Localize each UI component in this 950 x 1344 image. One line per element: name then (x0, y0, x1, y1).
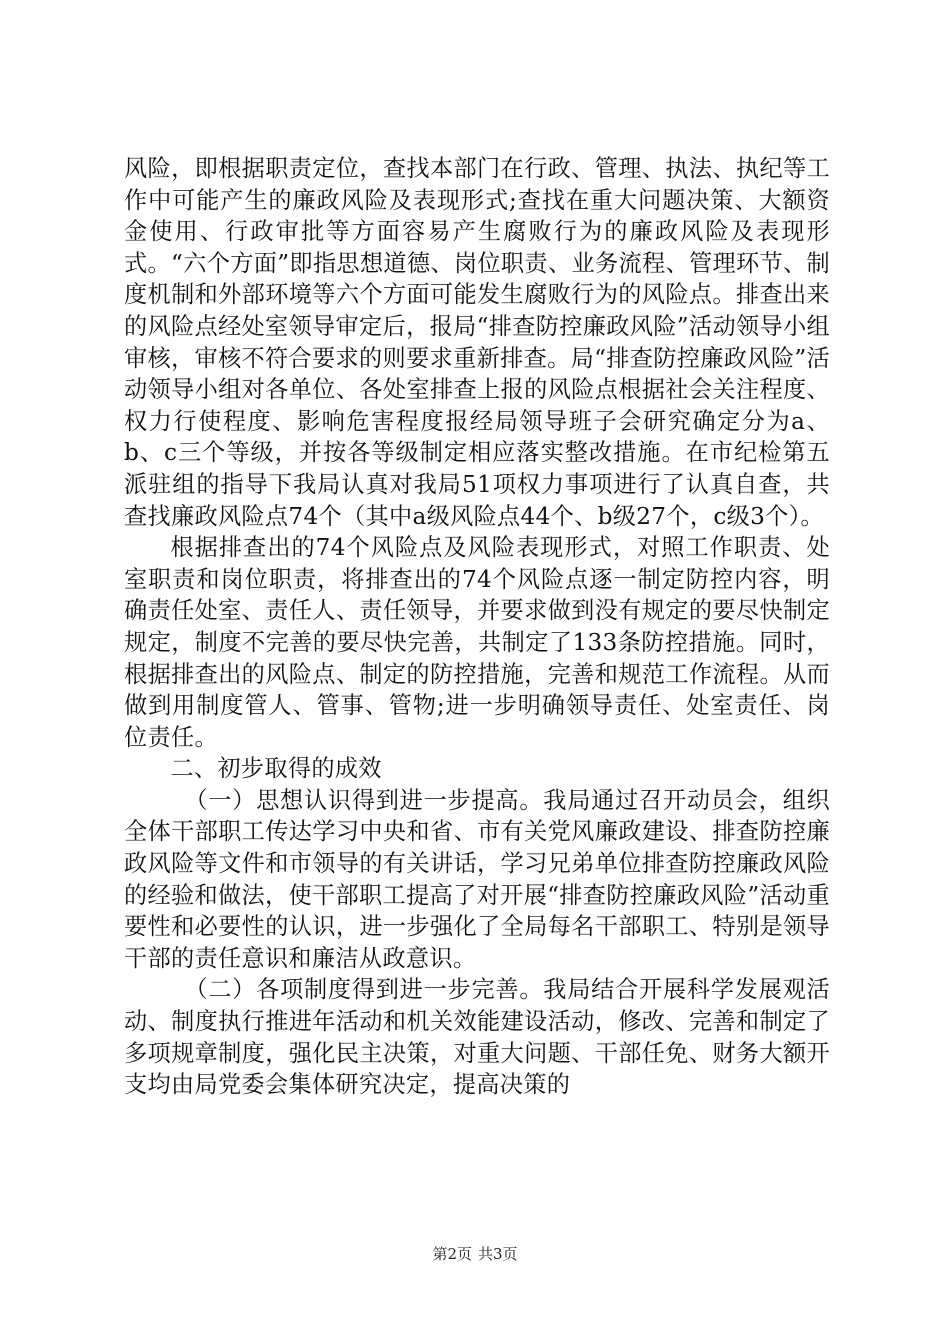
page-number: 第2页 (432, 1245, 472, 1263)
paragraph-control-measures: 根据排查出的74个风险点及风险表现形式，对照工作职责、处室职责和岗位职责，将排查出的74个风险点逐一制定防控内容，明确责任处室、责任人、责任领导，并要求做到没有规定的要尽快制定规定，制度不完善的要尽快完善，共制定了133条防控措施。同时，根据排查出的风险点、制定的防控措施，完善和规范工作流程。从而做到用制度管人、管事、管物;进一步明确领导责任、处室责任、岗位责任。 (124, 534, 830, 751)
paragraph-systems-improved: （二）各项制度得到进一步完善。我局结合开展科学发展观活动、制度执行推进年活动和机关效能建设活动，修改、完善和制定了多项规章制度，强化民主决策，对重大问题、干部任免、财务大额开支均由局党委会集体研究决定，提高决策的 (124, 976, 830, 1099)
section-heading-results: 二、初步取得的成效 (170, 755, 382, 783)
page-total: 共3页 (478, 1245, 518, 1263)
document-body (124, 153, 830, 1101)
paragraph-awareness-improved: （一）思想认识得到进一步提高。我局通过召开动员会，组织全体干部职工传达学习中央和省、市有关党风廉政建设、排查防控廉政风险等文件和市领导的有关讲话，学习兄弟单位排查防控廉政风险的经验和做法，使干部职工提高了对开展“排查防控廉政风险”活动重要性和必要性的认识，进一步强化了全局每名干部职工、特别是领导干部的责任意识和廉洁从政意识。 (124, 786, 830, 972)
page-footer (0, 1244, 950, 1264)
paragraph-risk-investigation: 风险，即根据职责定位，查找本部门在行政、管理、执法、执纪等工作中可能产生的廉政风险及表现形式;查找在重大问题决策、大额资金使用、行政审批等方面容易产生腐败行为的廉政风险及表现形式。“六个方面”即指思想道德、岗位职责、业务流程、管理环节、制度机制和外部环境等六个方面可能发生腐败行为的风险点。排查出来的风险点经处室领导审定后，报局“排查防控廉政风险”活动领导小组审核，审核不符合要求的则要求重新排查。局“排查防控廉政风险”活动领导小组对各单位、各处室排查上报的风险点根据社会关注程度、权力行使程度、影响危害程度报经局领导班子会研究确定分为a、b、c三个等级，并按各等级制定相应落实整改措施。在市纪检第五派驻组的指导下我局认真对我局51项权力事项进行了认真自查，共查找廉政风险点74个（其中a级风险点44个、b级27个，c级3个）。 (124, 155, 830, 530)
